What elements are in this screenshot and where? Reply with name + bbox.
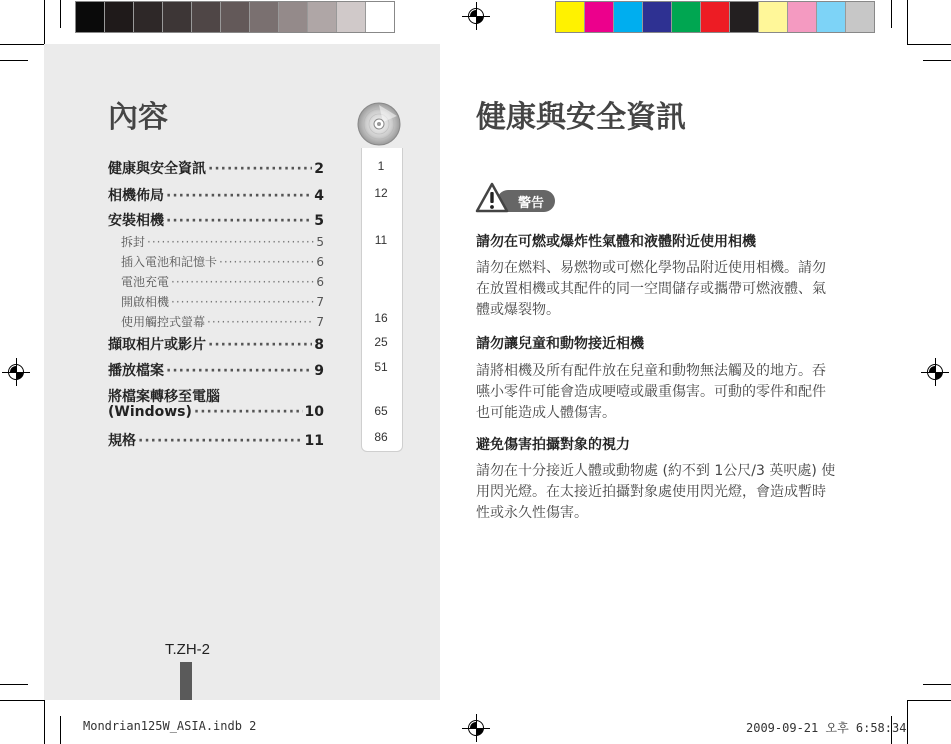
gray-swatch bbox=[308, 2, 337, 32]
color-swatch bbox=[614, 2, 643, 32]
crop-mark bbox=[0, 700, 44, 701]
toc-page-number: 7 bbox=[316, 315, 324, 329]
crop-mark bbox=[907, 0, 908, 44]
color-swatch bbox=[672, 2, 701, 32]
toc-entry[interactable] bbox=[108, 430, 324, 450]
toc-page-number: 9 bbox=[314, 363, 324, 379]
toc-entry[interactable] bbox=[108, 334, 324, 354]
toc-entry[interactable] bbox=[121, 253, 324, 270]
toc-entry-label: 開啟相機 bbox=[121, 295, 170, 309]
gray-swatch bbox=[134, 2, 163, 32]
toc-leader-dots bbox=[166, 363, 312, 379]
gray-swatch bbox=[366, 2, 394, 32]
toc-entry-label: 插入電池和記憶卡 bbox=[121, 255, 218, 269]
toc-leader-dots bbox=[219, 255, 314, 269]
toc-page-number: 6 bbox=[316, 275, 324, 289]
toc-page-number: 5 bbox=[316, 235, 324, 249]
cd-page-number: 65 bbox=[374, 404, 388, 418]
toc-entry-label: 安裝相機 bbox=[108, 213, 164, 229]
page-title: 健康與安全資訊 bbox=[476, 100, 686, 135]
cd-page-number: 16 bbox=[374, 311, 388, 325]
crop-mark bbox=[44, 700, 45, 744]
section-heading: 請勿在可燃或爆炸性氣體和液體附近使用相機 bbox=[476, 234, 756, 250]
toc-entry[interactable] bbox=[121, 273, 324, 290]
folio-bar bbox=[180, 662, 192, 700]
toc-entry[interactable] bbox=[121, 313, 324, 330]
toc-title: 內容 bbox=[108, 100, 168, 135]
warning-triangle-icon bbox=[475, 182, 509, 214]
color-swatch bbox=[585, 2, 614, 32]
registration-mark-icon bbox=[925, 362, 945, 382]
toc-entry-label: 播放檔案 bbox=[108, 363, 164, 379]
toc-page-number: 10 bbox=[304, 404, 324, 420]
toc-entry-heading[interactable] bbox=[108, 386, 324, 406]
toc-entry-label: 將檔案轉移至電腦 bbox=[108, 389, 220, 405]
page-folio: T.ZH-2 bbox=[165, 641, 210, 658]
toc-leader-dots bbox=[208, 337, 312, 353]
section-body: 請將相機及所有配件放在兒童和動物無法觸及的地方。吞嚥小零件可能會造成哽噎或嚴重傷害。可動的零件和配件也可能造成人體傷害。 bbox=[476, 363, 826, 421]
grayscale-bar bbox=[75, 1, 395, 33]
toc-entry-label: 電池充電 bbox=[121, 275, 170, 289]
toc-page-number: 8 bbox=[314, 337, 324, 353]
warning-badge bbox=[475, 182, 557, 214]
crop-mark bbox=[60, 716, 61, 744]
toc-page-number: 7 bbox=[316, 295, 324, 309]
gray-swatch bbox=[250, 2, 279, 32]
toc-entry[interactable] bbox=[108, 210, 324, 230]
registration-mark-icon bbox=[466, 6, 486, 26]
crop-mark bbox=[923, 684, 951, 685]
cd-page-number: 1 bbox=[377, 159, 385, 173]
registration-mark-icon bbox=[466, 718, 486, 738]
toc-page-number: 6 bbox=[316, 255, 324, 269]
crop-mark bbox=[907, 700, 908, 744]
cd-page-number: 51 bbox=[374, 360, 388, 374]
gray-swatch bbox=[221, 2, 250, 32]
color-swatch bbox=[556, 2, 585, 32]
toc-leader-dots bbox=[166, 213, 312, 229]
toc-page-number: 2 bbox=[314, 161, 324, 177]
toc-entry[interactable] bbox=[121, 233, 324, 250]
footer-file-name: Mondrian125W_ASIA.indb 2 bbox=[83, 719, 257, 733]
toc-leader-dots bbox=[171, 295, 314, 309]
color-swatch bbox=[701, 2, 730, 32]
gray-swatch bbox=[192, 2, 221, 32]
gray-swatch bbox=[76, 2, 105, 32]
section-body: 請勿在十分接近人體或動物處 (約不到 1公尺/3 英呎處) 使用閃光燈。在太接近拍攝對象處使用閃光燈，會造成暫時性或永久性傷害。 bbox=[476, 463, 836, 521]
color-swatch bbox=[846, 2, 874, 32]
registration-mark-icon bbox=[6, 362, 26, 382]
toc-leader-dots bbox=[166, 188, 312, 204]
toc-page-number: 11 bbox=[304, 433, 324, 449]
toc-leader-dots bbox=[147, 235, 314, 249]
crop-mark bbox=[0, 44, 44, 45]
toc-entry-label: 相機佈局 bbox=[108, 188, 164, 204]
crop-mark bbox=[891, 0, 892, 28]
cd-page-number: 11 bbox=[374, 233, 388, 247]
toc-entry-label: 健康與安全資訊 bbox=[108, 161, 206, 177]
crop-mark bbox=[44, 0, 45, 44]
toc-leader-dots bbox=[171, 275, 314, 289]
toc-entry[interactable] bbox=[108, 404, 324, 420]
color-swatch bbox=[759, 2, 788, 32]
toc-entry-label: 規格 bbox=[108, 433, 136, 449]
toc-entry[interactable] bbox=[108, 360, 324, 380]
color-bar bbox=[555, 1, 875, 33]
toc-entry-label: 使用觸控式螢幕 bbox=[121, 315, 206, 329]
color-swatch bbox=[730, 2, 759, 32]
toc-entry[interactable] bbox=[108, 185, 324, 205]
crop-mark bbox=[907, 700, 951, 701]
crop-mark bbox=[60, 0, 61, 28]
section-heading: 避免傷害拍攝對象的視力 bbox=[476, 437, 630, 453]
toc-entry[interactable] bbox=[121, 293, 324, 310]
toc-leader-dots bbox=[138, 433, 303, 449]
toc-page-number: 4 bbox=[314, 188, 324, 204]
toc-leader-dots bbox=[207, 315, 314, 329]
crop-mark bbox=[0, 60, 28, 61]
section-body: 請勿在燃料、易燃物或可燃化學物品附近使用相機。請勿在放置相機或其配件的同一空間儲存或攜帶可燃液體、氣體或爆裂物。 bbox=[476, 260, 826, 318]
toc-entry-label: 拆封 bbox=[121, 235, 146, 249]
section-heading: 請勿讓兒童和動物接近相機 bbox=[476, 336, 644, 352]
color-swatch bbox=[643, 2, 672, 32]
toc-leader-dots bbox=[208, 161, 312, 177]
color-swatch bbox=[817, 2, 846, 32]
crop-mark bbox=[0, 684, 28, 685]
toc-entry[interactable] bbox=[108, 158, 324, 178]
cd-icon bbox=[357, 102, 401, 146]
gray-swatch bbox=[163, 2, 192, 32]
toc-entry-label: 擷取相片或影片 bbox=[108, 337, 206, 353]
toc-page-number: 5 bbox=[314, 213, 324, 229]
cd-page-number: 12 bbox=[374, 186, 388, 200]
gray-swatch bbox=[337, 2, 366, 32]
footer-timestamp: 2009-09-21 오후 6:58:34 bbox=[746, 721, 907, 735]
toc-leader-dots bbox=[194, 404, 303, 420]
crop-mark bbox=[923, 60, 951, 61]
gray-swatch bbox=[279, 2, 308, 32]
warning-label: 警告 bbox=[497, 190, 555, 212]
cd-page-number: 25 bbox=[374, 335, 388, 349]
toc-entry-label: (Windows) bbox=[108, 404, 192, 420]
color-swatch bbox=[788, 2, 817, 32]
crop-mark bbox=[907, 44, 951, 45]
gray-swatch bbox=[105, 2, 134, 32]
cd-page-number: 86 bbox=[374, 430, 388, 444]
